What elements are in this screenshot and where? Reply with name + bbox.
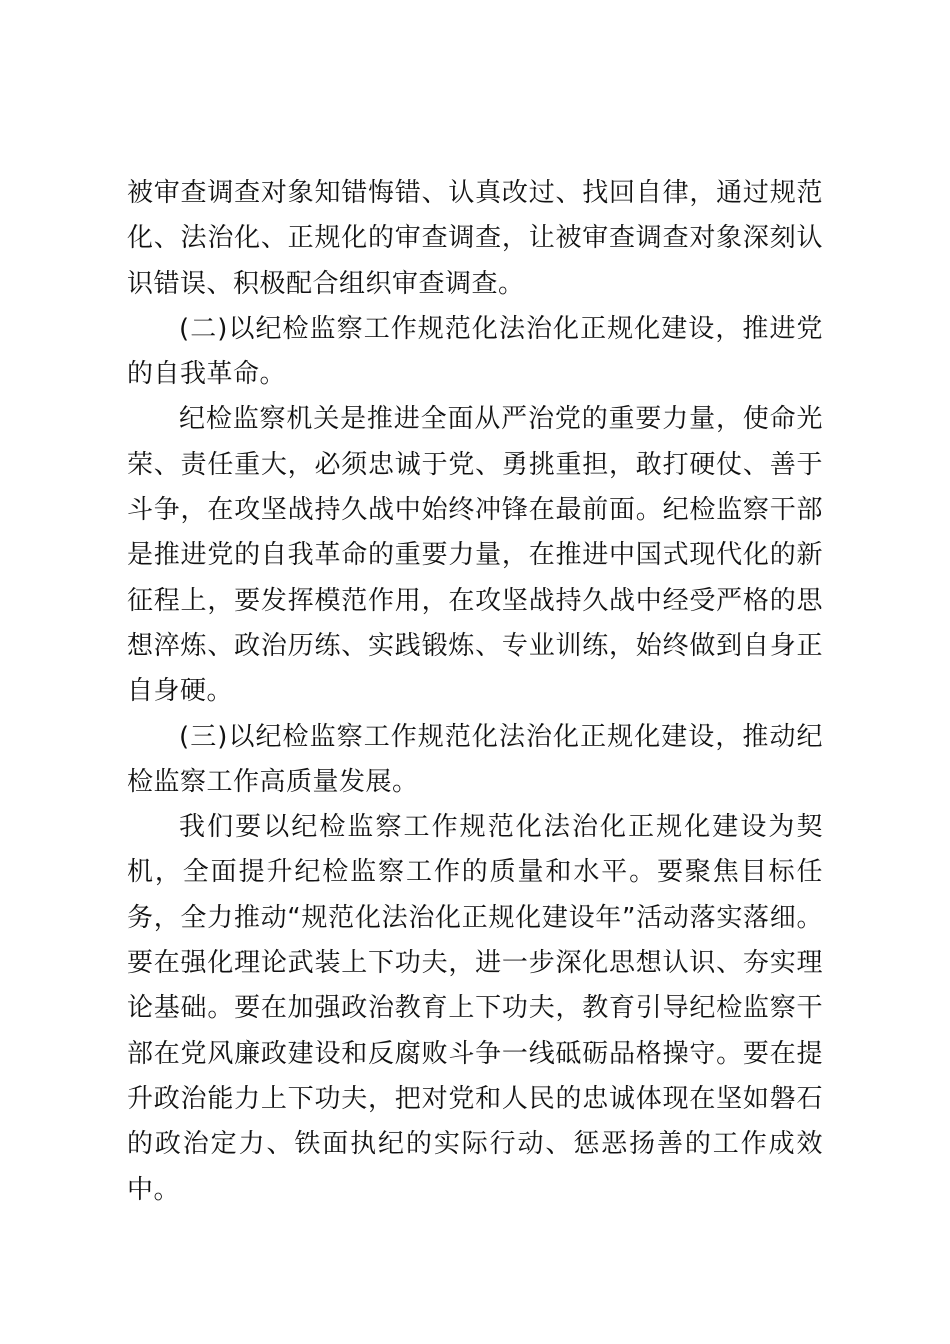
paragraph-continuation: 被审查调查对象知错悔错、认真改过、找回自律，通过规范化、法治化、正规化的审查调查，让被审查调查对象深刻认识错误、积极配合组织审查调查。 bbox=[127, 178, 823, 299]
paragraph: 我们要以纪检监察工作规范化法治化正规化建设为契机，全面提升纪检监察工作的质量和水平。要聚焦目标任务，全力推动“规范化法治化正规化建设年”活动落实落细。要在强化理论武装上下功夫，进一步深化思想认识、夯实理论基础。要在加强政治教育上下功夫，教育引导纪检监察干部在党风廉政建设和反腐败斗争一线砥砺品格操守。要在提升政治能力上下功夫，把对党和人民的忠诚体现在坚如磐石的政治定力、铁面执纪的实际行动、惩恶扬善的工作成效中。 bbox=[127, 812, 823, 1205]
section-heading-2: (二)以纪检监察工作规范化法治化正规化建设，推进党的自我革命。 bbox=[127, 313, 823, 390]
document-body bbox=[127, 171, 823, 1213]
paragraph: 纪检监察机关是推进全面从严治党的重要力量，使命光荣、责任重大，必须忠诚于党、勇挑重担，敢打硬仗、善于斗争，在攻坚战持久战中始终冲锋在最前面。纪检监察干部是推进党的自我革命的重要力量，在推进中国式现代化的新征程上，要发挥模范作用，在攻坚战持久战中经受严格的思想淬炼、政治历练、实践锻炼、专业训练，始终做到自身正自身硬。 bbox=[127, 404, 823, 707]
section-heading-3: (三)以纪检监察工作规范化法治化正规化建设，推动纪检监察工作高质量发展。 bbox=[127, 721, 823, 797]
